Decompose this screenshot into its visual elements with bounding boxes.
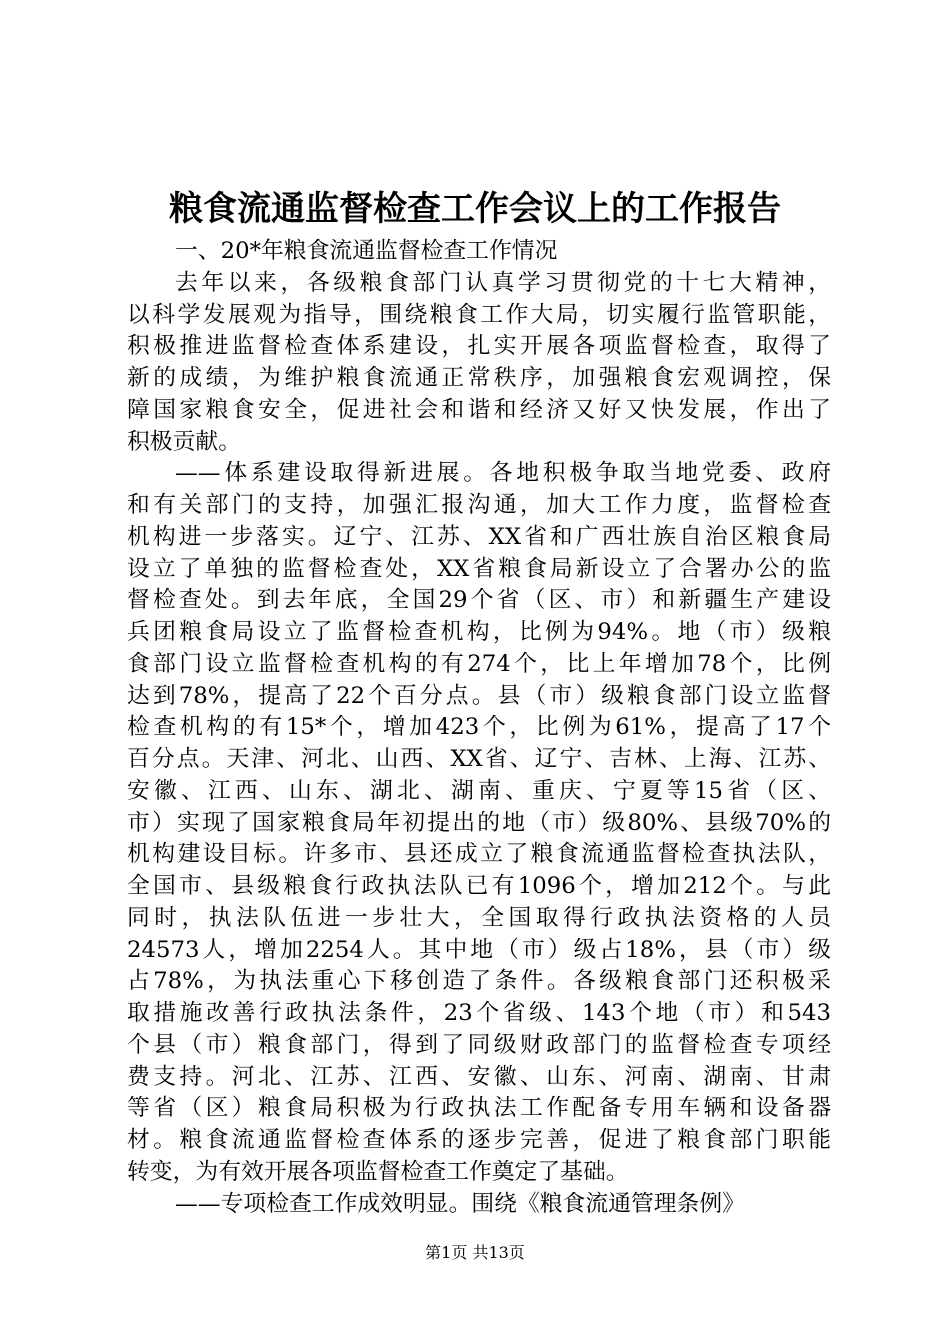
text-line: 障国家粮食安全，促进社会和谐和经济又好又快发展，作出了 — [127, 396, 831, 423]
text-line: 兵团粮食局设立了监督检查机构，比例为94%。地（市）级粮 — [127, 619, 831, 645]
text-line: 取措施改善行政执法条件，23个省级、143个地（市）和543 — [127, 1000, 831, 1026]
text-line: 设立了单独的监督检查处，XX省粮食局新设立了合署办公的监 — [127, 555, 831, 582]
text-line: 个县（市）粮食部门，得到了同级财政部门的监督检查专项经 — [127, 1031, 831, 1058]
text-line: 以科学发展观为指导，围绕粮食工作大局，切实履行监管职能， — [127, 301, 831, 328]
text-line: 达到78%，提高了22个百分点。县（市）级粮食部门设立监督 — [127, 682, 831, 709]
page-footer: 第1页 共13页 — [425, 1243, 525, 1262]
text-line: 机构进一步落实。辽宁、江苏、XX省和广西壮族自治区粮食局 — [127, 523, 831, 550]
text-line: 费支持。河北、江苏、江西、安徽、山东、河南、湖南、甘肃 — [127, 1063, 831, 1090]
text-line: 去年以来，各级粮食部门认真学习贯彻党的十七大精神， — [175, 269, 831, 296]
document-title: 粮食流通监督检查工作会议上的工作报告 — [169, 189, 781, 229]
text-line: 等省（区）粮食局积极为行政执法工作配备专用车辆和设备器 — [127, 1095, 831, 1122]
text-line: 同时，执法队伍进一步壮大，全国取得行政执法资格的人员 — [127, 904, 831, 931]
text-line: 机构建设目标。许多市、县还成立了粮食流通监督检查执法队， — [127, 841, 831, 868]
text-line: 食部门设立监督检查机构的有274个，比上年增加78个，比例 — [127, 650, 831, 677]
text-line: 督检查处。到去年底，全国29个省（区、市）和新疆生产建设 — [127, 587, 831, 614]
text-line: 安徽、江西、山东、湖北、湖南、重庆、宁夏等15省（区、 — [127, 777, 831, 804]
text-line: 占78%，为执法重心下移创造了条件。各级粮食部门还积极采 — [127, 968, 831, 995]
text-line: 新的成绩，为维护粮食流通正常秩序，加强粮食宏观调控，保 — [127, 365, 831, 391]
text-line: 检查机构的有15*个，增加423个，比例为61%，提高了17个 — [127, 714, 831, 741]
text-line: 积极贡献。 — [127, 428, 241, 455]
text-line: 一、20*年粮食流通监督检查工作情况 — [175, 238, 558, 264]
text-line: 24573人，增加2254人。其中地（市）级占18%，县（市）级 — [127, 936, 831, 963]
text-line: 百分点。天津、河北、山西、XX省、辽宁、吉林、上海、江苏、 — [127, 746, 831, 772]
text-line: 全国市、县级粮食行政执法队已有1096个，增加212个。与此 — [127, 873, 831, 899]
text-line: 材。粮食流通监督检查体系的逐步完善，促进了粮食部门职能 — [127, 1127, 831, 1153]
text-line: 积极推进监督检查体系建设，扎实开展各项监督检查，取得了 — [127, 333, 831, 360]
text-line: 市）实现了国家粮食局年初提出的地（市）级80%、县级70%的 — [127, 809, 831, 836]
text-line: 和有关部门的支持，加强汇报沟通，加大工作力度，监督检查 — [127, 492, 831, 518]
text-line: ——专项检查工作成效明显。围绕《粮食流通管理条例》 — [175, 1190, 745, 1217]
document-body — [127, 236, 831, 1220]
text-line: ——体系建设取得新进展。各地积极争取当地党委、政府 — [175, 460, 831, 487]
text-line: 转变，为有效开展各项监督检查工作奠定了基础。 — [127, 1158, 629, 1185]
